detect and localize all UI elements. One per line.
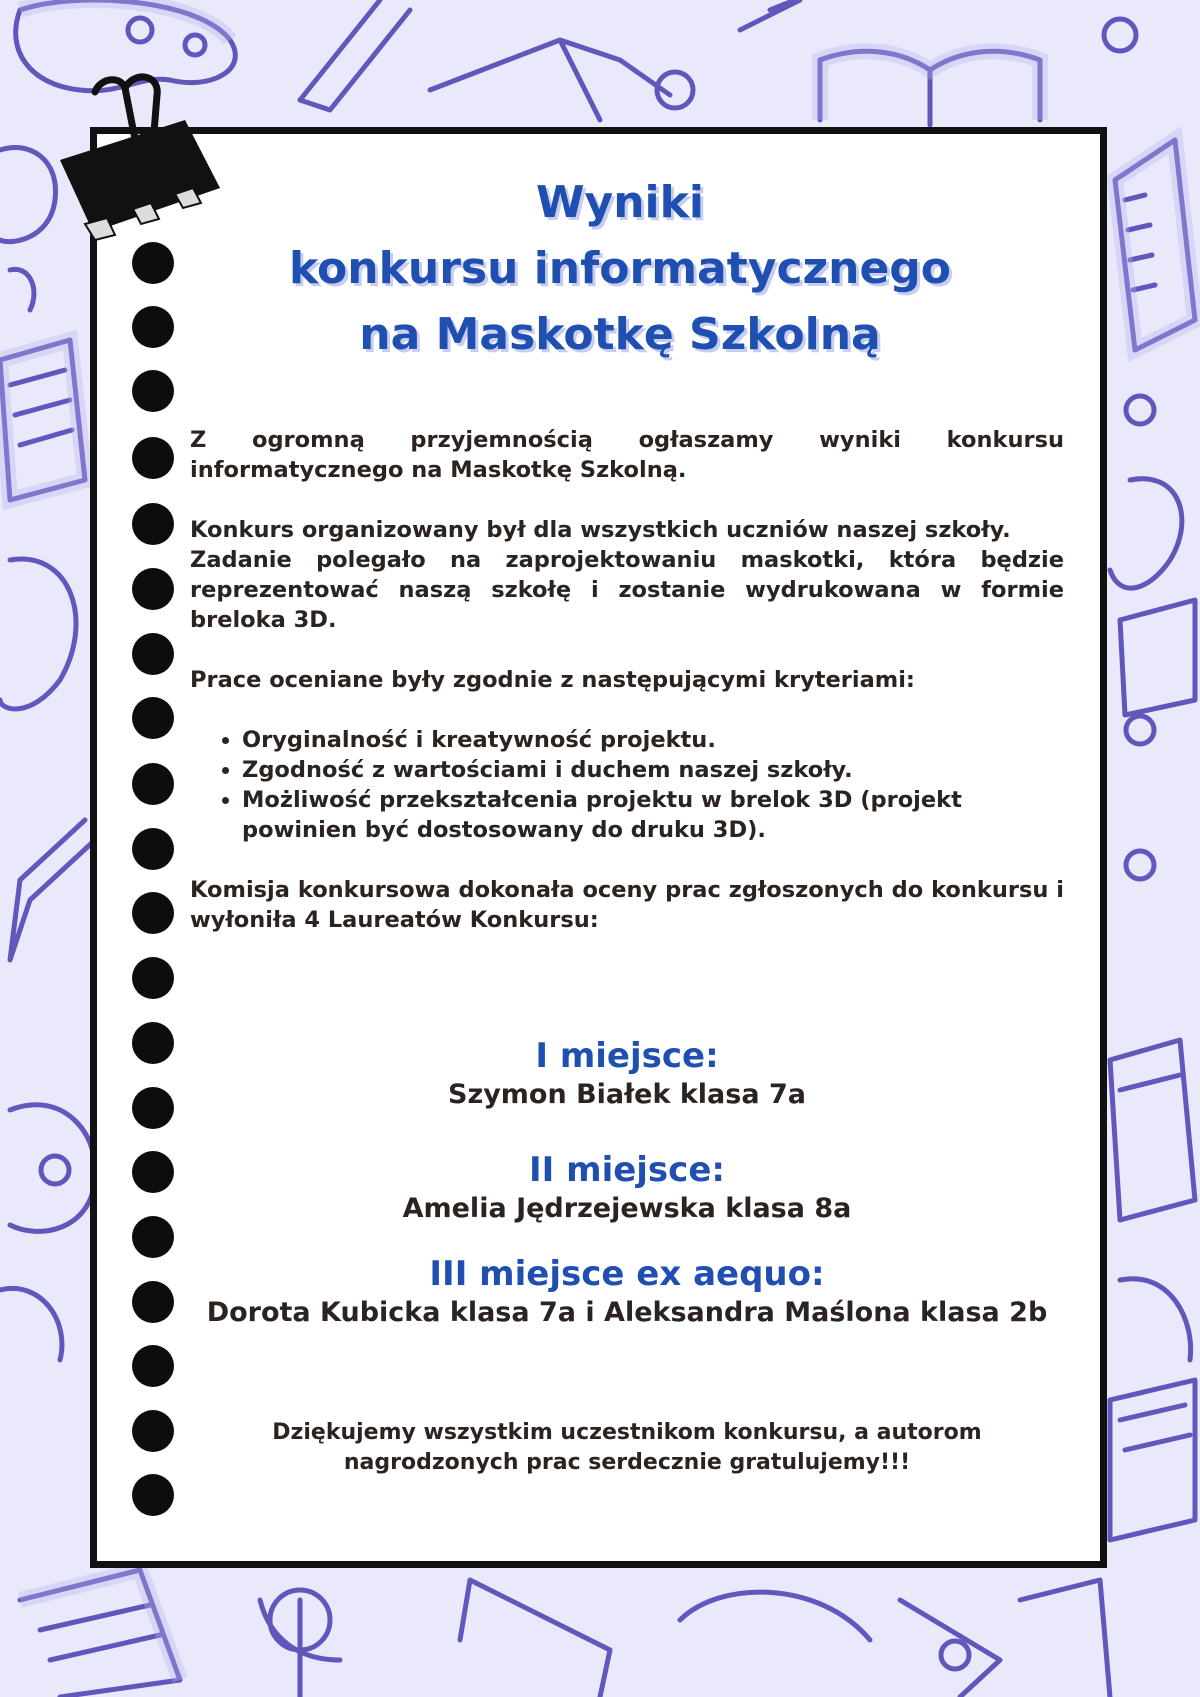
thanks-line: nagrodzonych prac serdecznie gratulujemy!!! [343, 1450, 911, 1475]
punch-hole [132, 568, 174, 610]
punch-hole [132, 437, 174, 479]
announcement-body [190, 425, 1064, 935]
organized-paragraph: Konkurs organizowany był dla wszystkich uczniów naszej szkoły. [190, 517, 1011, 543]
punch-hole [132, 697, 174, 739]
globe-doodle [10, 1105, 95, 1232]
punch-hole [132, 1087, 174, 1129]
punch-hole [132, 1474, 174, 1516]
task-paragraph: Zadanie polegało na zaprojektowaniu maskotki, która będzie reprezentować naszą szkołę i zostanie wydrukowana w formie breloka 3D. [190, 547, 1064, 633]
page-title [190, 170, 1050, 368]
punch-hole [132, 828, 174, 870]
place-heading: II miejsce: [529, 1150, 725, 1190]
punch-hole [132, 1216, 174, 1258]
punch-hole [132, 370, 174, 412]
punch-hole [132, 306, 174, 348]
punch-hole [132, 503, 174, 545]
winner-name: Szymon Białek klasa 7a [448, 1079, 806, 1110]
punch-hole [132, 1345, 174, 1387]
pencil-doodle [300, 0, 410, 110]
punch-hole [132, 1410, 174, 1452]
punch-hole [132, 892, 174, 934]
criteria-intro: Prace oceniane były zgodnie z następującymi kryteriami: [190, 667, 915, 693]
place-heading: III miejsce ex aequo: [429, 1254, 825, 1294]
list-item: • Zgodność z wartościami i duchem naszej szkoły. [242, 755, 1064, 785]
thanks-line: Dziękujemy wszystkim uczestnikom konkursu, a autorom [272, 1420, 982, 1445]
title-line: na Maskotkę Szkolną [359, 309, 881, 360]
place-heading: I miejsce: [535, 1036, 719, 1076]
committee-paragraph: Komisja konkursowa dokonała oceny prac zgłoszonych do konkursu i wyłoniła 4 Laureatów Konkursu: [190, 877, 1064, 933]
punch-holes [132, 0, 176, 1697]
list-item: • Oryginalność i kreatywność projektu. [242, 725, 1064, 755]
thanks-note [190, 1418, 1064, 1478]
punch-hole [132, 1151, 174, 1193]
intro-paragraph: Z ogromną przyjemnością ogłaszamy wyniki konkursu informatycznego na Maskotkę Szkolną. [190, 427, 1064, 483]
winner-name: Amelia Jędrzejewska klasa 8a [402, 1193, 852, 1224]
criteria-list [190, 725, 1064, 845]
punch-hole [132, 1022, 174, 1064]
results-section [190, 1036, 1064, 1332]
punch-hole [132, 1281, 174, 1323]
title-line: Wyniki [536, 177, 704, 228]
punch-hole [132, 633, 174, 675]
punch-hole [132, 763, 174, 805]
list-item: • Możliwość przekształcenia projektu w brelok 3D (projekt powinien być dostosowany do druku 3D). [242, 785, 1064, 845]
winner-name: Dorota Kubicka klasa 7a i Aleksandra Maślona klasa 2b [206, 1297, 1048, 1328]
punch-hole [132, 957, 174, 999]
title-line: konkursu informatycznego [288, 243, 952, 294]
